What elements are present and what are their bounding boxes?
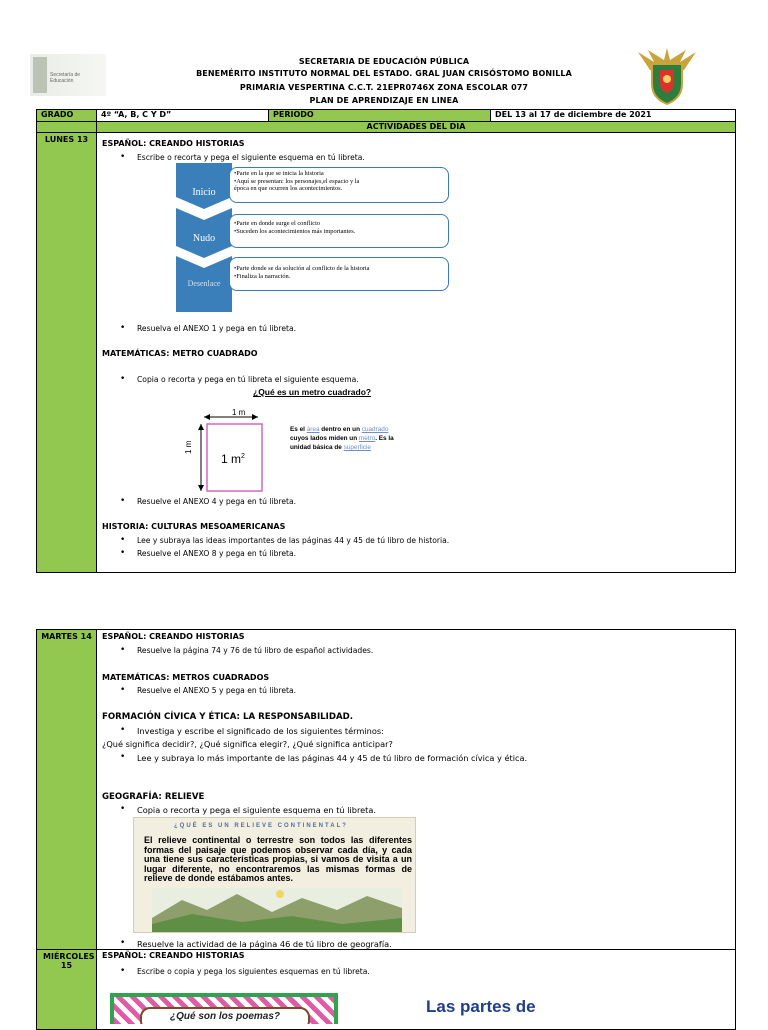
header-line-4: PLAN DE APRENDIZAJE EN LINEA	[309, 96, 459, 105]
monday-history-title: HISTORIA: CULTURAS MESOAMERICANAS	[102, 522, 286, 531]
activities-corner	[37, 122, 97, 133]
nudo-text-2: •Suceden los acontecimientos más importantes.	[234, 227, 356, 235]
grado-label: GRADO	[37, 110, 97, 122]
tuesday-geo-bullet-2: • Resuelve la actividad de la página 46 de tú libro de geografía.	[137, 939, 392, 949]
def-area-link[interactable]: área	[306, 426, 320, 433]
periodo-label: PERIODO	[269, 110, 491, 122]
bubble-desenlace	[229, 257, 449, 291]
metro-diagram	[180, 404, 280, 496]
def-a: Es el	[290, 426, 307, 433]
relieve-image	[133, 817, 416, 933]
tuesday-geo-title: GEOGRAFÍA: RELIEVE	[102, 792, 205, 802]
inicio-text-2: •Aquí se presentan: los personajes,el espacio y la	[234, 177, 360, 185]
def-b: dentro en un	[319, 426, 362, 433]
metro-definition	[290, 425, 394, 452]
monday-history-bullet-1: • Lee y subraya las ideas importantes de las páginas 44 y 45 de tú libro de historia.	[137, 536, 449, 545]
partes-title: Las partes de	[426, 997, 536, 1016]
activities-header: ACTIVIDADES DEL DIA	[97, 122, 736, 133]
wednesday-spanish-title: ESPAÑOL: CREANDO HISTORIAS	[102, 951, 245, 960]
metro-inner-sup: 2	[241, 453, 245, 460]
inicio-text-3: época en que ocurren los acontecimientos.	[234, 185, 343, 192]
sep-logo-text: Secretaría de Educación	[50, 72, 81, 84]
tuesday-civics-bullet-2: • Lee y subraya lo más importante de las páginas 44 y 45 de tú libro de formación cívica y ética.	[137, 753, 527, 763]
school-shield-logo	[636, 46, 698, 106]
metro-side-dim: 1 m	[184, 440, 193, 454]
chevron-inicio	[176, 163, 232, 209]
relieve-title: ¿QUÉ ES UN RELIEVE CONTINENTAL?	[174, 823, 348, 829]
desenlace-text-1: •Parte donde se da solución al conflicto de la historia	[234, 265, 370, 272]
header-line-2: BENEMÉRITO INSTITUTO NORMAL DEL ESTADO. GRAL JUAN CRISÓSTOMO BONILLA	[196, 69, 572, 78]
relieve-text: El relieve continental o terrestre son todos las diferentes formas del paisaje que podemos observar cada día, y cada una tiene sus características propias, si vamos de visita a un lugar diferente, no encontraremos las mismas formas de relieve de donde estábamos antes.	[144, 835, 412, 884]
tuesday-spanish-title: ESPAÑOL: CREANDO HISTORIAS	[102, 632, 245, 641]
monday-math-title: MATEMÁTICAS: METRO CUADRADO	[102, 349, 258, 358]
def-metro-link[interactable]: metro	[358, 435, 376, 442]
label-nudo: Nudo	[192, 233, 216, 244]
label-inicio: Inicio	[192, 187, 216, 198]
tuesday-civics-title: FORMACIÓN CÍVICA Y ÉTICA: LA RESPONSABILIDAD.	[102, 712, 354, 722]
wednesday-spanish-bullet-1: • Escribe o copia y pega los siguientes esquemas en tú libreta.	[137, 967, 370, 976]
def-d: . Es la	[375, 435, 394, 442]
header-line-1: SECRETARIA DE EDUCACIÓN PÚBLICA	[298, 57, 470, 66]
monday-history-bullet-2: • Resuelve el ANEXO 8 y pega en tú libreta.	[137, 549, 296, 558]
tuesday-geo-bullet-1: • Copia o recorta y pega el siguiente esquema en tú libreta.	[137, 805, 376, 815]
def-superficie-link[interactable]: superficie	[343, 444, 371, 451]
monday-spanish-bullet-1: • Escribe o recorta y pega el siguiente esquema en tú libreta.	[137, 153, 365, 162]
bubble-nudo	[229, 214, 449, 248]
metro-inner-text: 1 m	[221, 452, 242, 466]
def-e: unidad básica de	[290, 444, 344, 451]
tuesday-civics-questions: ¿Qué significa decidir?, ¿Qué significa elegir?, ¿Qué significa anticipar?	[102, 739, 393, 749]
monday-spanish-title: ESPAÑOL: CREANDO HISTORIAS	[102, 139, 245, 148]
monday-spanish-bullet-2: • Resuelva el ANEXO 1 y pega en tú libreta.	[137, 324, 296, 333]
inicio-text-1: •Parte en la que se inicia la historia	[234, 170, 324, 177]
poem-card	[110, 993, 338, 1024]
nudo-text-1: •Parte en donde surge el conflicto	[234, 220, 321, 227]
landscape-illustration	[152, 888, 402, 932]
header-line-3: PRIMARIA VESPERTINA C.C.T. 21EPR0746X ZONA ESCOLAR 077	[239, 83, 529, 92]
periodo-value: DEL 13 al 17 de diciembre de 2021	[491, 110, 736, 122]
tuesday-math-bullet-1: • Resuelve el ANEXO 5 y pega en tú libreta.	[137, 686, 296, 695]
monday-math-bullet-2: • Resuelve el ANEXO 4 y pega en tú libreta.	[137, 497, 296, 506]
metro-top-dim: 1 m	[232, 408, 246, 417]
monday-math-bullet-1: • Copia o recorta y pega en tú libreta el siguiente esquema.	[137, 375, 359, 384]
day-tuesday: MARTES 14	[37, 630, 97, 950]
day-monday: LUNES 13	[37, 133, 97, 573]
tuesday-math-title: MATEMÁTICAS: METROS CUADRADOS	[102, 673, 270, 682]
desenlace-text-2: •Finaliza la narración.	[234, 272, 291, 280]
tuesday-civics-bullet-1: • Investiga y escribe el significado de los siguientes términos:	[137, 726, 384, 736]
bubble-inicio	[229, 167, 449, 203]
grado-value: 4º “A, B, C Y D”	[97, 110, 269, 122]
day-wednesday: MIÉRCOLES 15	[37, 950, 97, 1030]
def-cuadrado-link[interactable]: cuadrado	[361, 426, 389, 433]
metro-question: ¿Qué es un metro cuadrado?	[253, 387, 372, 397]
def-c: cuyos lados miden un	[290, 435, 359, 442]
metro-inner-label	[221, 452, 245, 466]
tuesday-spanish-bullet-1: • Resuelve la página 74 y 76 de tú libro de español actividades.	[137, 646, 373, 655]
poem-question: ¿Qué son los poemas?	[140, 1007, 310, 1024]
label-desenlace: Desenlace	[187, 279, 221, 288]
